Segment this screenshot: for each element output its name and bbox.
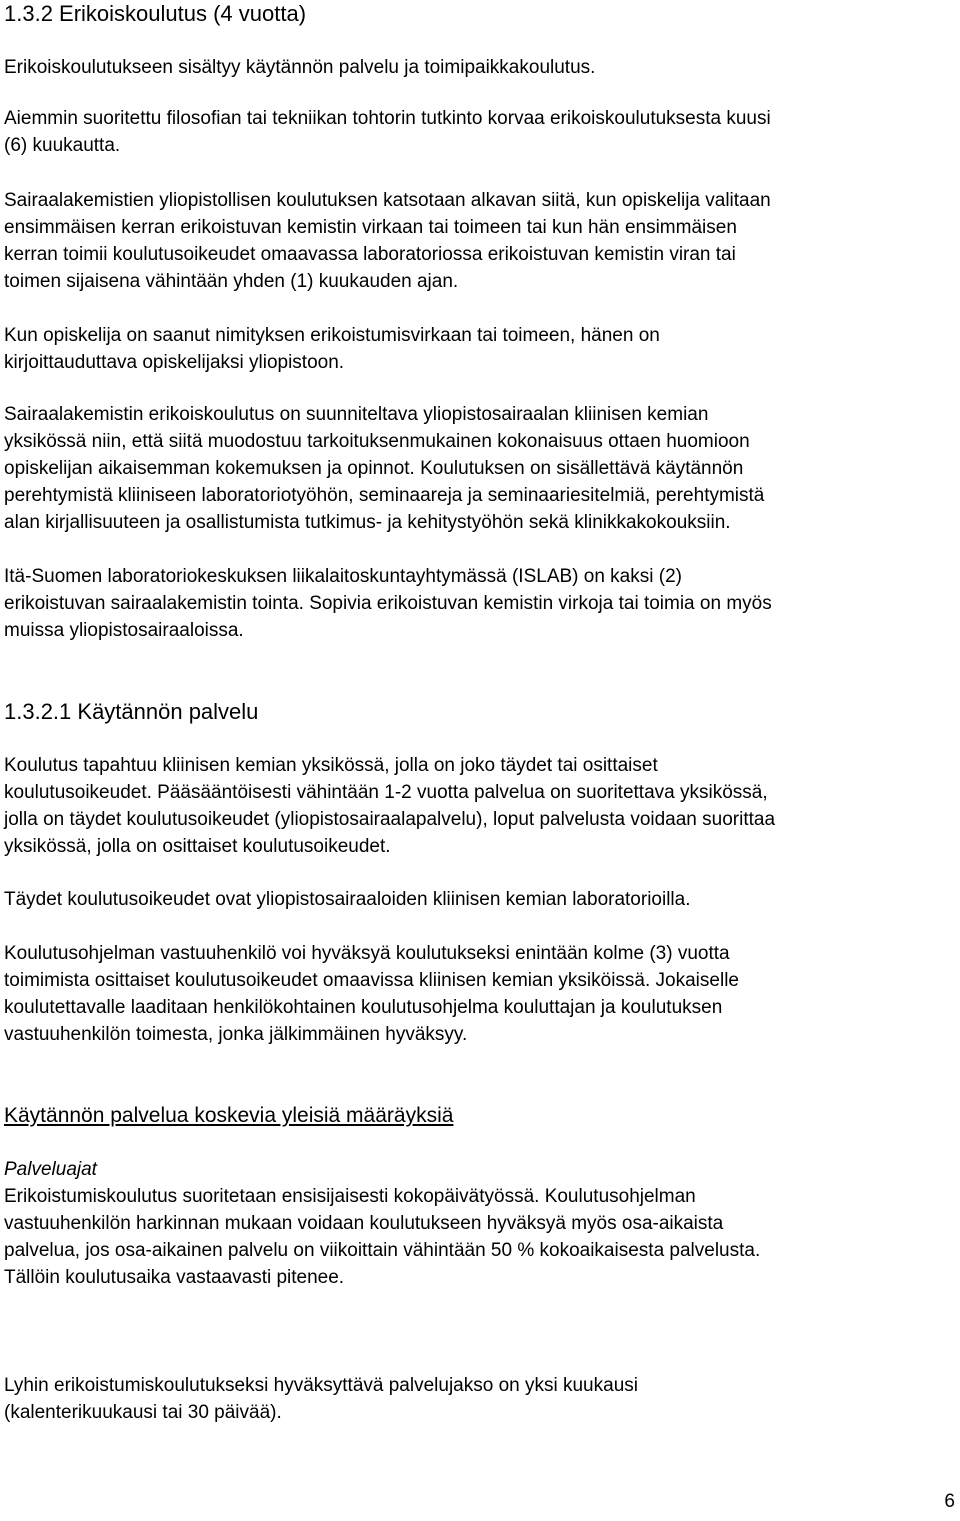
subsection-heading: 1.3.2.1 Käytännön palvelu [4,699,259,724]
paragraph-enrollment: Kun opiskelija on saanut nimityksen erikoistumisvirkaan tai toimeen, hänen on kirjoittauduttava opiskelijaksi yliopistoon. [4,325,660,373]
palveluajat-label: Palveluajat [4,1159,97,1180]
section-heading: 1.3.2 Erikoiskoulutus (4 vuotta) [4,1,307,26]
paragraph-service-time: Erikoistumiskoulutus suoritetaan ensisijaisesti kokopäivätyössä. Koulutusohjelman vastuuhenkilön harkinnan mukaan voidaan koulutukseen hyväksyä myös osa-aikaista palvelua, jos osa-aikainen palvelu on viikoittain vähintään 50 % kokoaikaisesta palvelusta. Tällöin koulutusaika vastaavasti pitenee. [4,1186,761,1288]
paragraph-full-rights: Täydet koulutusoikeudet ovat yliopistosairaaloiden kliinisen kemian laboratorioilla. [4,889,691,910]
paragraph-partial-rights: Koulutusohjelman vastuuhenkilö voi hyväksyä koulutukseksi enintään kolme (3) vuotta toimimista osittaiset koulutusoikeudet omaavissa kliinisen kemian yksiköissä. Jokaiselle koulutettavalle laaditaan henkilökohtainen koulutusohjelma kouluttajan ja koulutuksen vastuuhenkilön toimesta, jonka jälkimmäinen hyväksyy. [4,943,739,1045]
paragraph-training-start: Sairaalakemistien yliopistollisen koulutuksen katsotaan alkavan siitä, kun opiskelija valitaan ensimmäisen kerran erikoistuvan kemistin virkaan tai toimeen tai kun hän ensimmäisen kerran toimii koulutusoikeudet omaavassa laboratoriossa erikoistuvan kemistin viran tai toimen sijaisena vähintään yhden (1) kuukauden ajan. [4,190,771,292]
paragraph-doctorate-credit: Aiemmin suoritettu filosofian tai tekniikan tohtorin tutkinto korvaa erikoiskoulutuksesta kuusi (6) kuukautta. [4,108,771,156]
paragraph-training-content: Erikoiskoulutukseen sisältyy käytännön palvelu ja toimipaikkakoulutus. [4,57,596,78]
paragraph-training-units: Koulutus tapahtuu kliinisen kemian yksikössä, jolla on joko täydet tai osittaiset koulutusoikeudet. Pääsääntöisesti vähintään 1-2 vuotta palvelua on suoritettava yksikössä, jolla on täydet koulutusoikeudet (yliopistosairaalapalvelu), loput palvelusta voidaan suorittaa yksikössä, jolla on osittaiset koulutusoikeudet. [4,755,776,857]
paragraph-minimum-period: Lyhin erikoistumiskoulutukseksi hyväksyttävä palvelujakso on yksi kuukausi (kalenterikuukausi tai 30 päivää). [4,1375,638,1423]
paragraph-islab-positions: Itä-Suomen laboratoriokeskuksen liikalaitoskuntayhtymässä (ISLAB) on kaksi (2) erikoistuvan sairaalakemistin tointa. Sopivia erikoistuvan kemistin virkoja tai toimia on myös muissa yliopistosairaaloissa. [4,566,772,641]
regulations-heading: Käytännön palvelua koskevia yleisiä määräyksiä [4,1104,454,1127]
page-number: 6 [944,1491,955,1512]
paragraph-training-plan: Sairaalakemistin erikoiskoulutus on suunniteltava yliopistosairaalan kliinisen kemian yksikössä niin, että siitä muodostuu tarkoituksenmukainen kokonaisuus ottaen huomioon opiskelijan aikaisemman kokemuksen ja opinnot. Koulutuksen on sisällettävä käytännön perehtymistä kliiniseen laboratoriotyöhön, seminaareja ja seminaariesitelmiä, perehtymistä alan kirjallisuuteen ja osallistumista tutkimus- ja kehitystyöhön sekä klinikkakokouksiin. [4,404,765,533]
